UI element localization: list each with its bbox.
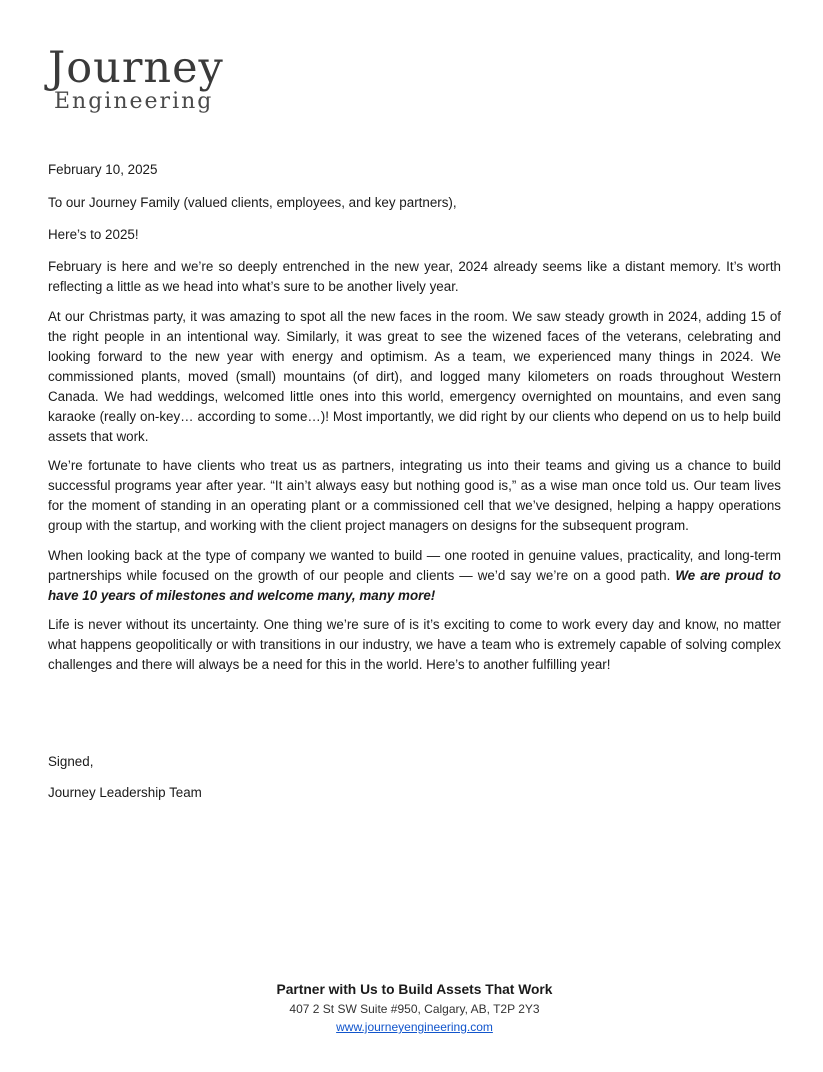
letter-paragraph-3: We’re fortunate to have clients who treat us as partners, integrating us into their teams and giving us a chance to build successful programs year after year. “It ain’t always easy but nothing good is,” as a wise man once told us. Our team lives for the moment of standing in an operating plant or a commissioned cell that we’ve designed, helping a happy operations group with the startup, and working with the client project managers on designs for the subsequent program.: [48, 458, 781, 533]
milestone-emphasis: We are proud to have 10 years of milestones and welcome many, many more!: [48, 567, 781, 603]
paragraph-4-text: When looking back at the type of company we wanted to build — one rooted in genuine values, practicality, and long-term partnerships while focused on the growth of our people and clients — we’d say we’re on a good path.: [48, 547, 781, 583]
footer-address: 407 2 St SW Suite #950, Calgary, AB, T2P 2Y3: [289, 1002, 540, 1016]
letter-opening: Here’s to 2025!: [48, 227, 139, 242]
logo-wordmark-journey: Journey: [48, 43, 224, 93]
signoff-team: Journey Leadership Team: [48, 785, 202, 800]
letter-date: February 10, 2025: [48, 162, 158, 177]
letter-salutation: To our Journey Family (valued clients, employees, and key partners),: [48, 195, 457, 210]
letter-paragraph-4: [48, 546, 781, 606]
signoff-signed: Signed,: [48, 754, 94, 769]
letter-paragraph-5: Life is never without its uncertainty. One thing we’re sure of is it’s exciting to come to work every day and know, no matter what happens geopolitically or with transitions in our industry, we have a team who is extremely capable of solving complex challenges and there will always be a need for this in the world. Here’s to another fulfilling year!: [48, 617, 781, 672]
signoff-block: [48, 752, 202, 814]
footer-tagline: Partner with Us to Build Assets That Work: [276, 982, 553, 997]
website-link[interactable]: www.journeyengineering.com: [336, 1020, 493, 1034]
letter-footer: [0, 980, 823, 1036]
letter-paragraph-1: February is here and we’re so deeply entrenched in the new year, 2024 already seems like a distant memory. It’s worth reflecting a little as we head into what’s sure to be another lively year.: [48, 259, 781, 294]
company-logo: [48, 44, 238, 124]
letter-paragraph-2: At our Christmas party, it was amazing to spot all the new faces in the room. We saw steady growth in 2024, adding 15 of the right people in an intentional way. Similarly, it was great to see the wizened faces of the veterans, celebrating and looking forward to the new year with energy and optimism. As a team, we experienced many things in 2024. We commissioned plants, moved (small) mountains (of dirt), and logged many kilometers on roads throughout Western Canada. We had weddings, welcomed little ones into this world, emergency overnighted on mountains, and even sang karaoke (really on-key… according to some…)! Most importantly, we did right by our clients who depend on us to help build assets that work.: [48, 308, 781, 444]
logo-wordmark-engineering: Engineering: [54, 89, 214, 114]
letter-body: [48, 160, 781, 685]
